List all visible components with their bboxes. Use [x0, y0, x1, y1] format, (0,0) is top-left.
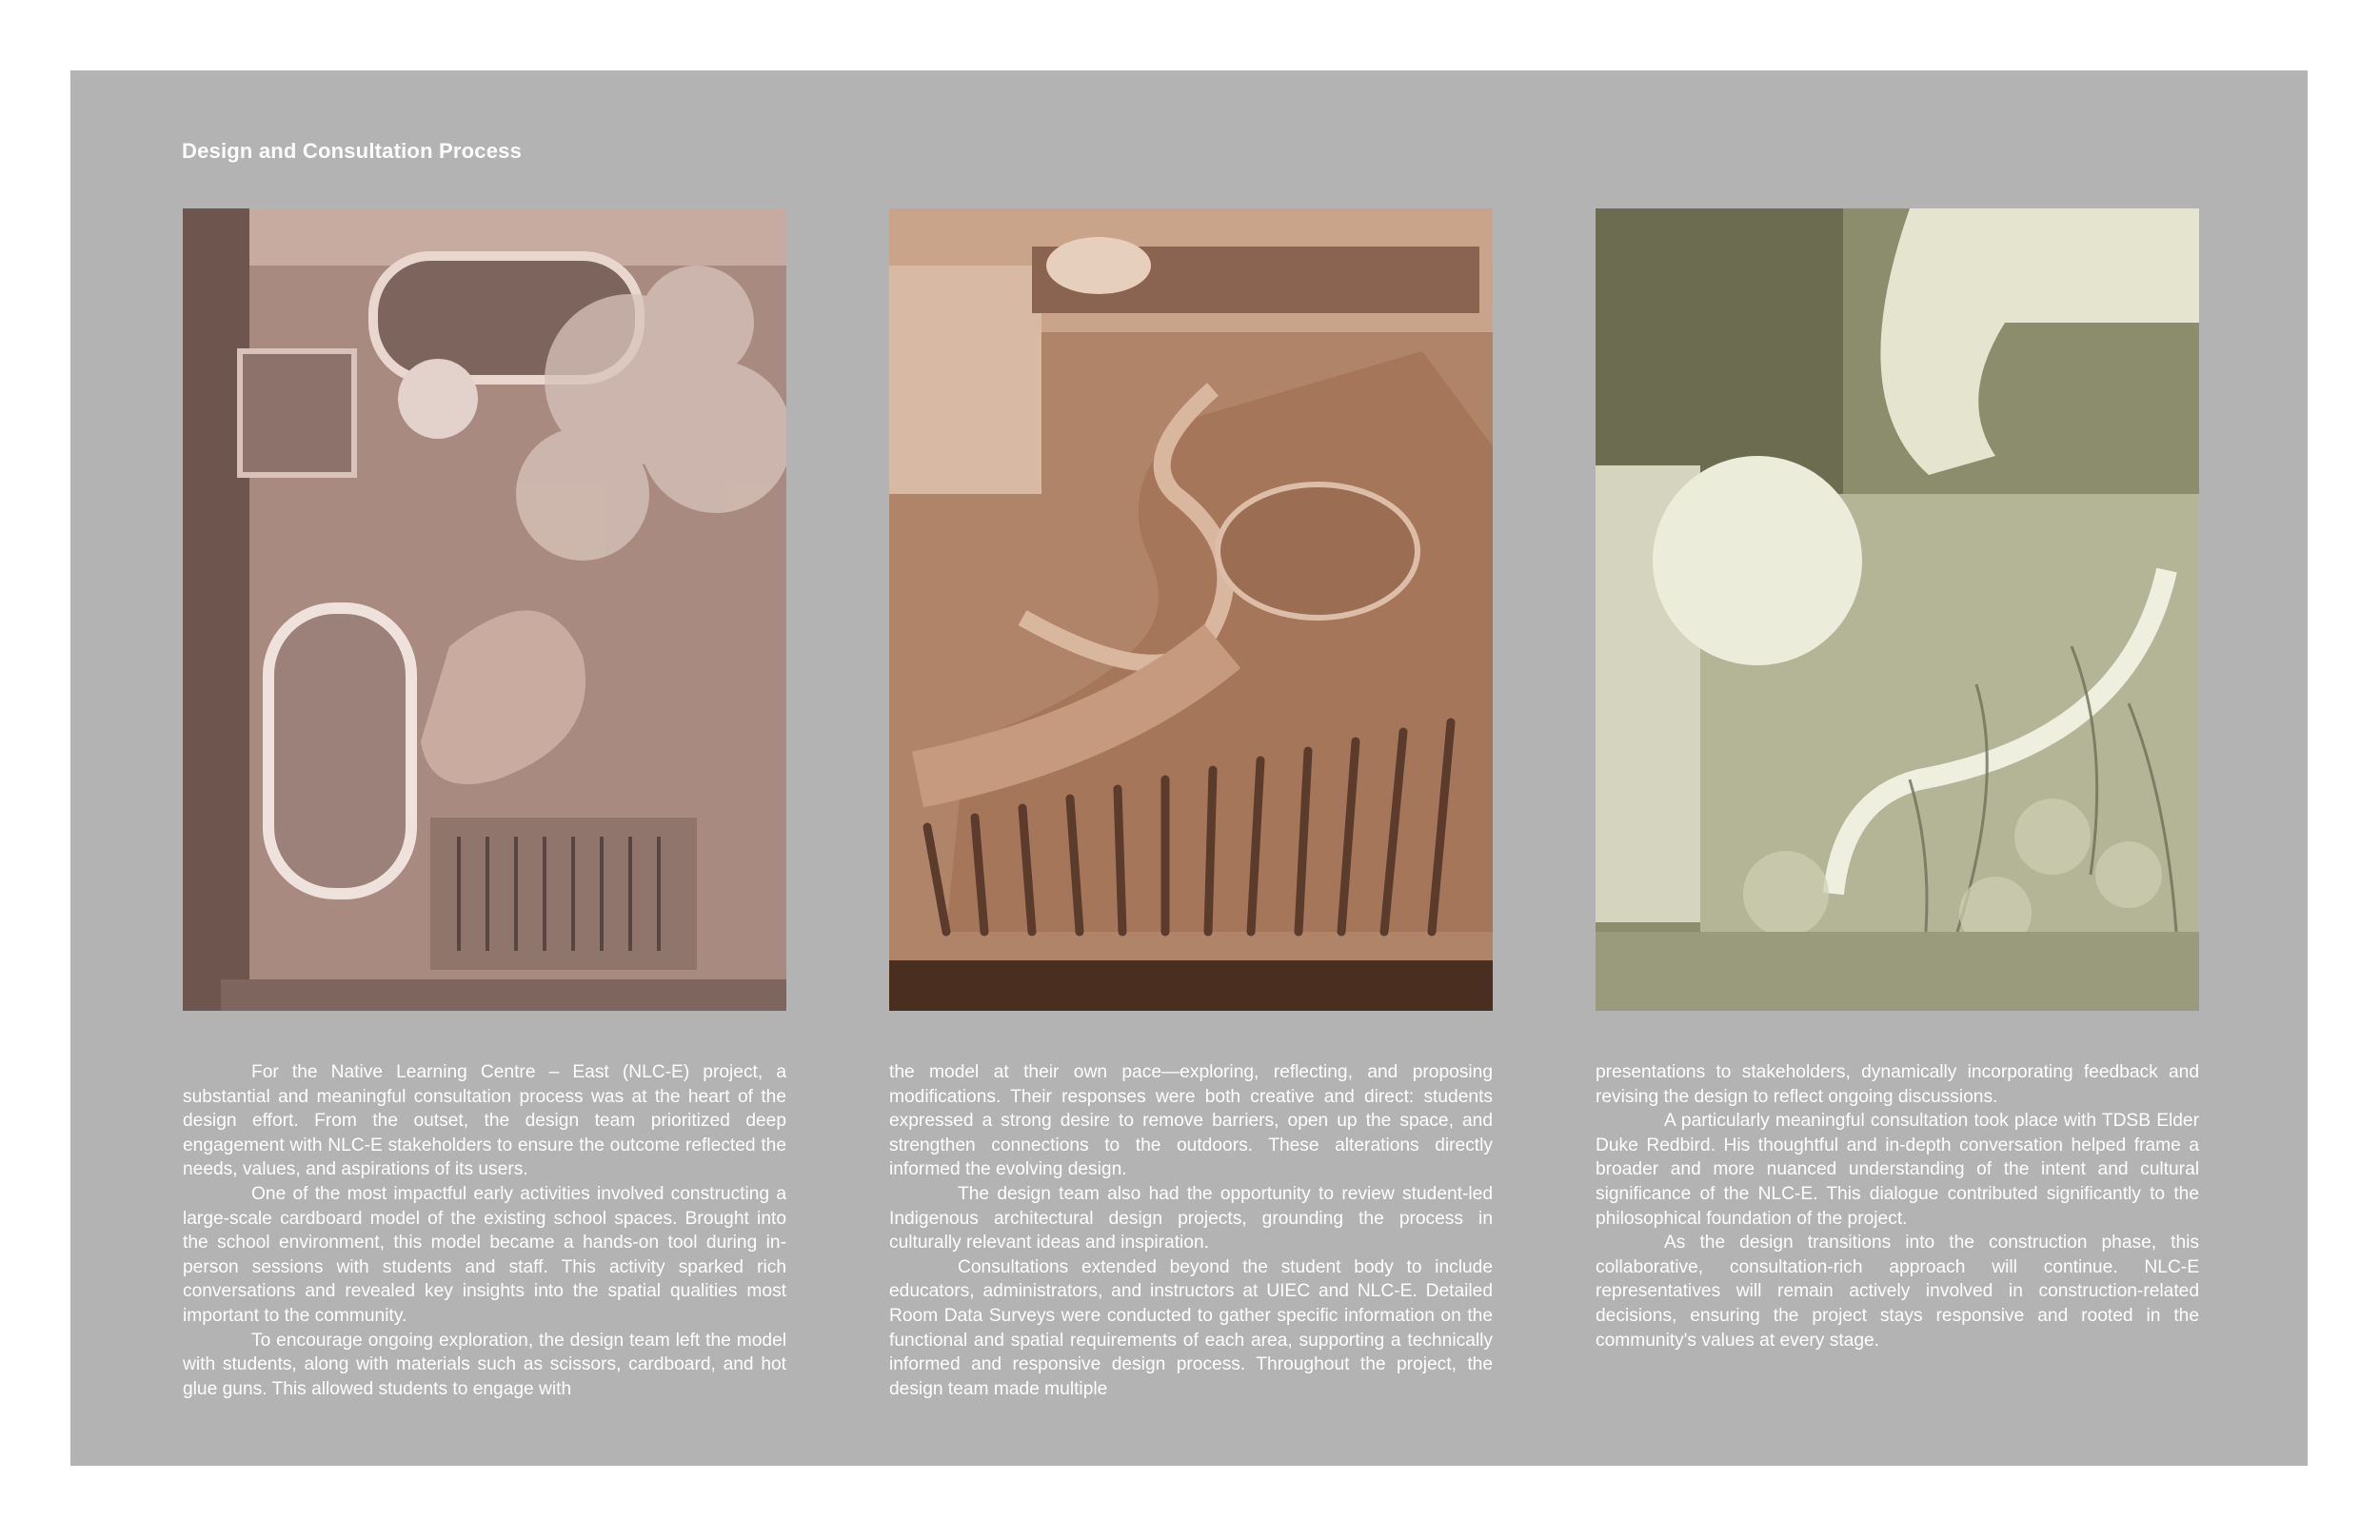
paragraph: Consultations extended beyond the student body to include educators, administrators, and instructors at UIEC and NLC-E. Detailed Room Data Surveys were conducted to gather specific information on the functional and spatial requirements of each area, supporting a technically informed and responsive design process. Throughout the project, the design team made multiple [889, 1256, 1493, 1399]
paragraph: A particularly meaningful consultation took place with TDSB Elder Duke Redbird. His thoughtful and in-depth conversation helped frame a broader and more nuanced understanding of the intent and cultural significance of the NLC-E. This dialogue contributed significantly to the philosophical foundation of the project. [1596, 1111, 2199, 1229]
paragraph: The design team also had the opportunity to review student-led Indigenous architectural design projects, grounding the process in culturally relevant ideas and inspiration. [889, 1183, 1493, 1254]
paragraph: presentations to stakeholders, dynamically incorporating feedback and revising the design to reflect ongoing discussions. [1596, 1062, 2199, 1107]
paragraph: As the design transitions into the construction phase, this collaborative, consultation-rich approach will continue. NLC-E representatives will remain actively involved in construction-related decisions, ensuring the project stays responsive and rooted in the community's values at every stage. [1596, 1233, 2199, 1351]
text-column-3 [1596, 1060, 2199, 1352]
content-panel [70, 70, 2308, 1466]
model-photo-3 [1596, 208, 2199, 1011]
text-column-2 [889, 1060, 1493, 1401]
text-column-1 [183, 1060, 786, 1401]
paragraph: One of the most impactful early activities involved constructing a large-scale cardboard model of the existing school spaces. Brought into the school environment, this model became a hands-on tool during in-person sessions with students and staff. This activity sparked rich conversations and revealed key insights into the spatial qualities most important to the community. [183, 1183, 786, 1326]
paragraph: To encourage ongoing exploration, the design team left the model with students, along with materials such as scissors, cardboard, and hot glue guns. This allowed students to engage with [183, 1330, 786, 1399]
page-title: Design and Consultation Process [182, 139, 523, 163]
paragraph: For the Native Learning Centre – East (NLC-E) project, a substantial and meaningful consultation process was at the heart of the design effort. From the outset, the design team prioritized deep engagement with NLC-E stakeholders to ensure the outcome reflected the needs, values, and aspirations of its users. [183, 1062, 786, 1180]
model-photo-1 [183, 208, 786, 1011]
model-photo-2 [889, 208, 1493, 1011]
paragraph: the model at their own pace—exploring, reflecting, and proposing modifications. Their responses were both creative and direct: students expressed a strong desire to remove barriers, open up the space, and strengthen connections to the outdoors. These alterations directly informed the evolving design. [889, 1062, 1493, 1180]
